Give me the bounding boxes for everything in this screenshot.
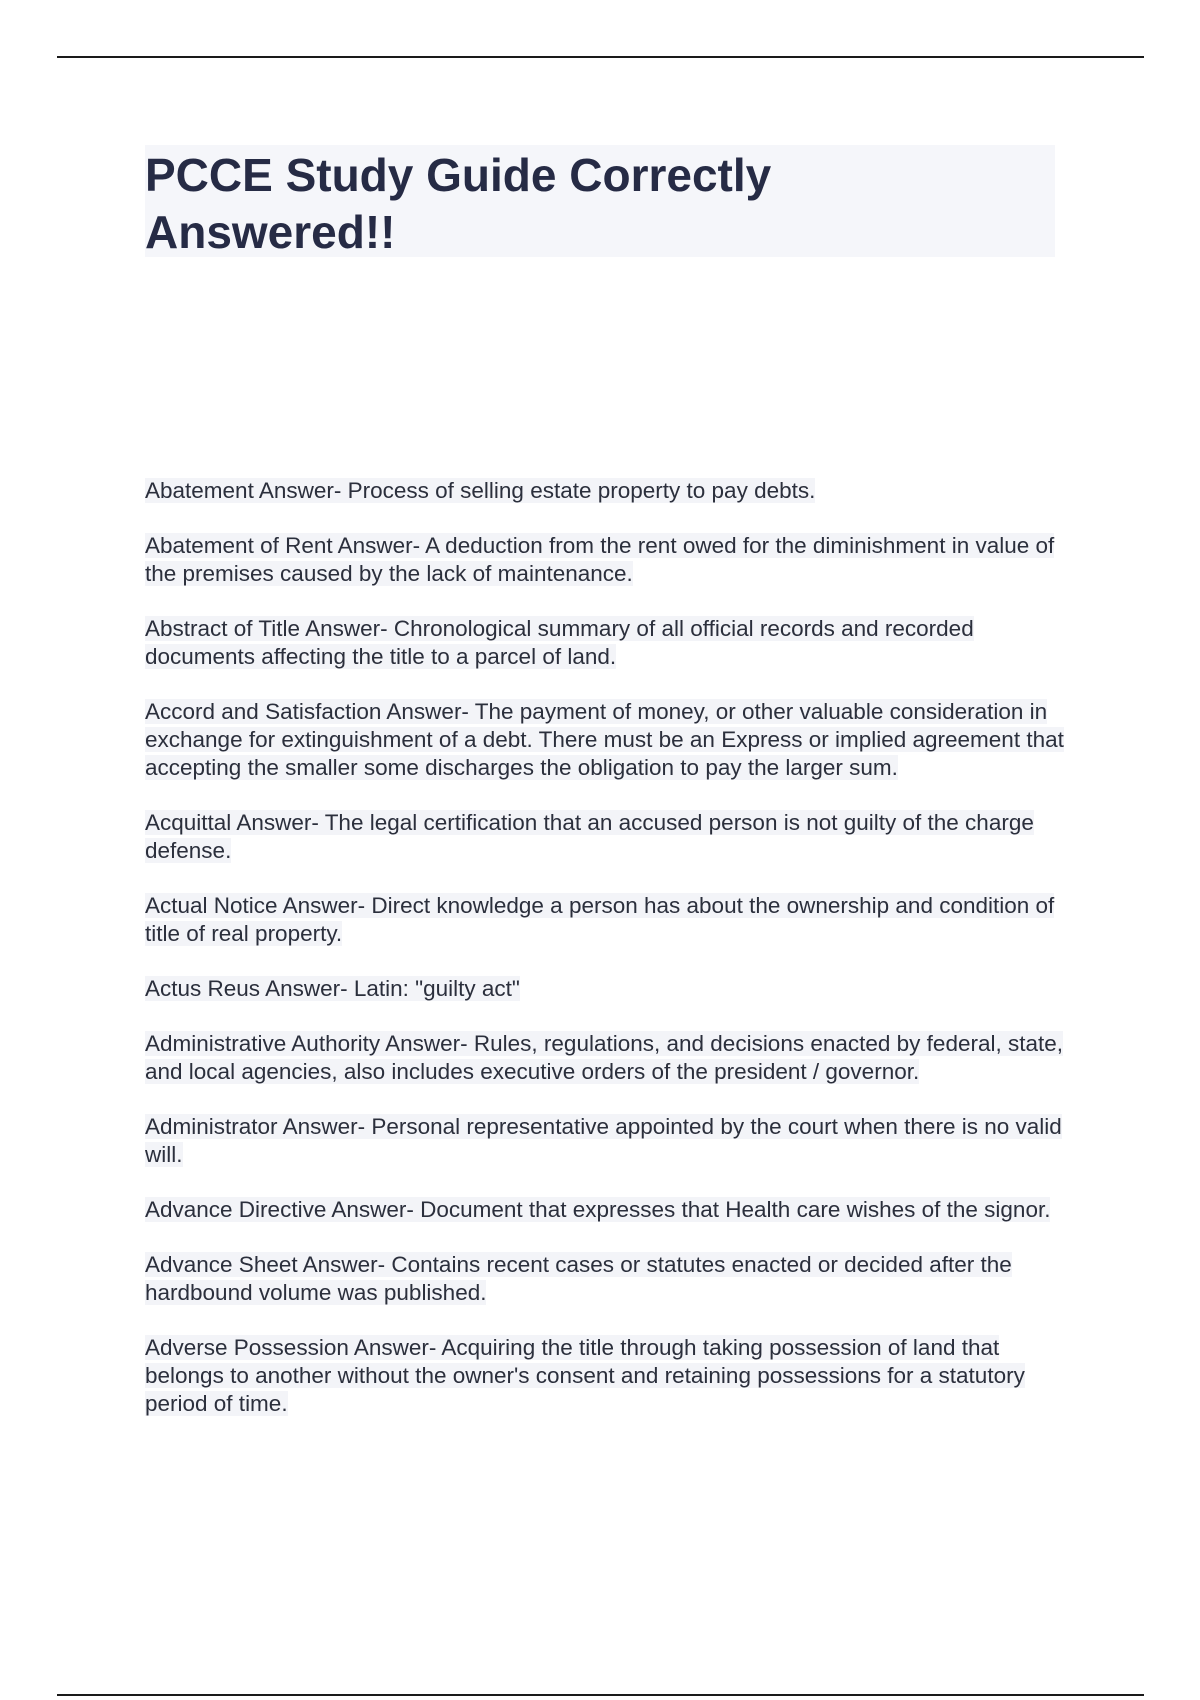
entry-answer: Answer- Personal representative appointed by the court when there is no valid will. [145,1114,1062,1167]
entry-term: Adverse Possession [145,1335,349,1360]
entry-term: Abstract of Title [145,616,301,641]
entry-term: Abatement of Rent [145,533,333,558]
glossary-entry [145,1030,1065,1086]
entry-answer: Answer- Latin: "guilty act" [265,976,520,1001]
glossary-list [145,477,1065,1445]
glossary-entry [145,615,1065,671]
footer-rule [57,1694,1144,1696]
glossary-entry [145,892,1065,948]
entry-answer: Answer- Acquiring the title through taking possession of land that belongs to another without the owner's consent and retaining possessions for a statutory period of time. [145,1335,1025,1416]
glossary-entry [145,477,1065,505]
entry-answer: Answer- Rules, regulations, and decisions enacted by federal, state, and local agencies, also includes executive orders of the president / governor. [145,1031,1064,1084]
header-rule [57,56,1144,58]
entry-answer: Answer- Contains recent cases or statutes enacted or decided after the hardbound volume was published. [145,1252,1012,1305]
entry-term: Acquittal [145,810,232,835]
glossary-entry [145,809,1065,865]
entry-answer: Answer- The legal certification that an accused person is not guilty of the charge defense. [145,810,1034,863]
page-title: PCCE Study Guide Correctly Answered!! [145,149,772,258]
entry-term: Actus Reus [145,976,261,1001]
entry-term: Advance Directive [145,1197,327,1222]
glossary-entry [145,1113,1065,1169]
entry-answer: Answer- Process of selling estate property to pay debts. [258,478,816,503]
title-block [145,145,1055,257]
glossary-entry [145,1251,1065,1307]
entry-answer: Answer- Document that expresses that Health care wishes of the signor. [331,1197,1051,1222]
entry-term: Accord and Satisfaction [145,699,382,724]
entry-answer: Answer- The payment of money, or other valuable consideration in exchange for extinguishment of a debt. There must be an Express or implied agreement that accepting the smaller some discharges the obligation to pay the larger sum. [145,699,1064,780]
entry-answer: Answer- Direct knowledge a person has about the ownership and condition of title of real property. [145,893,1055,946]
entry-answer: Answer- A deduction from the rent owed for the diminishment in value of the premises caused by the lack of maintenance. [145,533,1055,586]
glossary-entry [145,1196,1065,1224]
entry-term: Administrator [145,1114,278,1139]
entry-term: Abatement [145,478,254,503]
glossary-entry [145,532,1065,588]
entry-term: Advance Sheet [145,1252,298,1277]
glossary-entry [145,698,1065,782]
entry-answer: Answer- Chronological summary of all official records and recorded documents affecting the title to a parcel of land. [145,616,974,669]
glossary-entry [145,1334,1065,1418]
glossary-entry [145,975,1065,1003]
entry-term: Actual Notice [145,893,278,918]
entry-term: Administrative Authority [145,1031,381,1056]
